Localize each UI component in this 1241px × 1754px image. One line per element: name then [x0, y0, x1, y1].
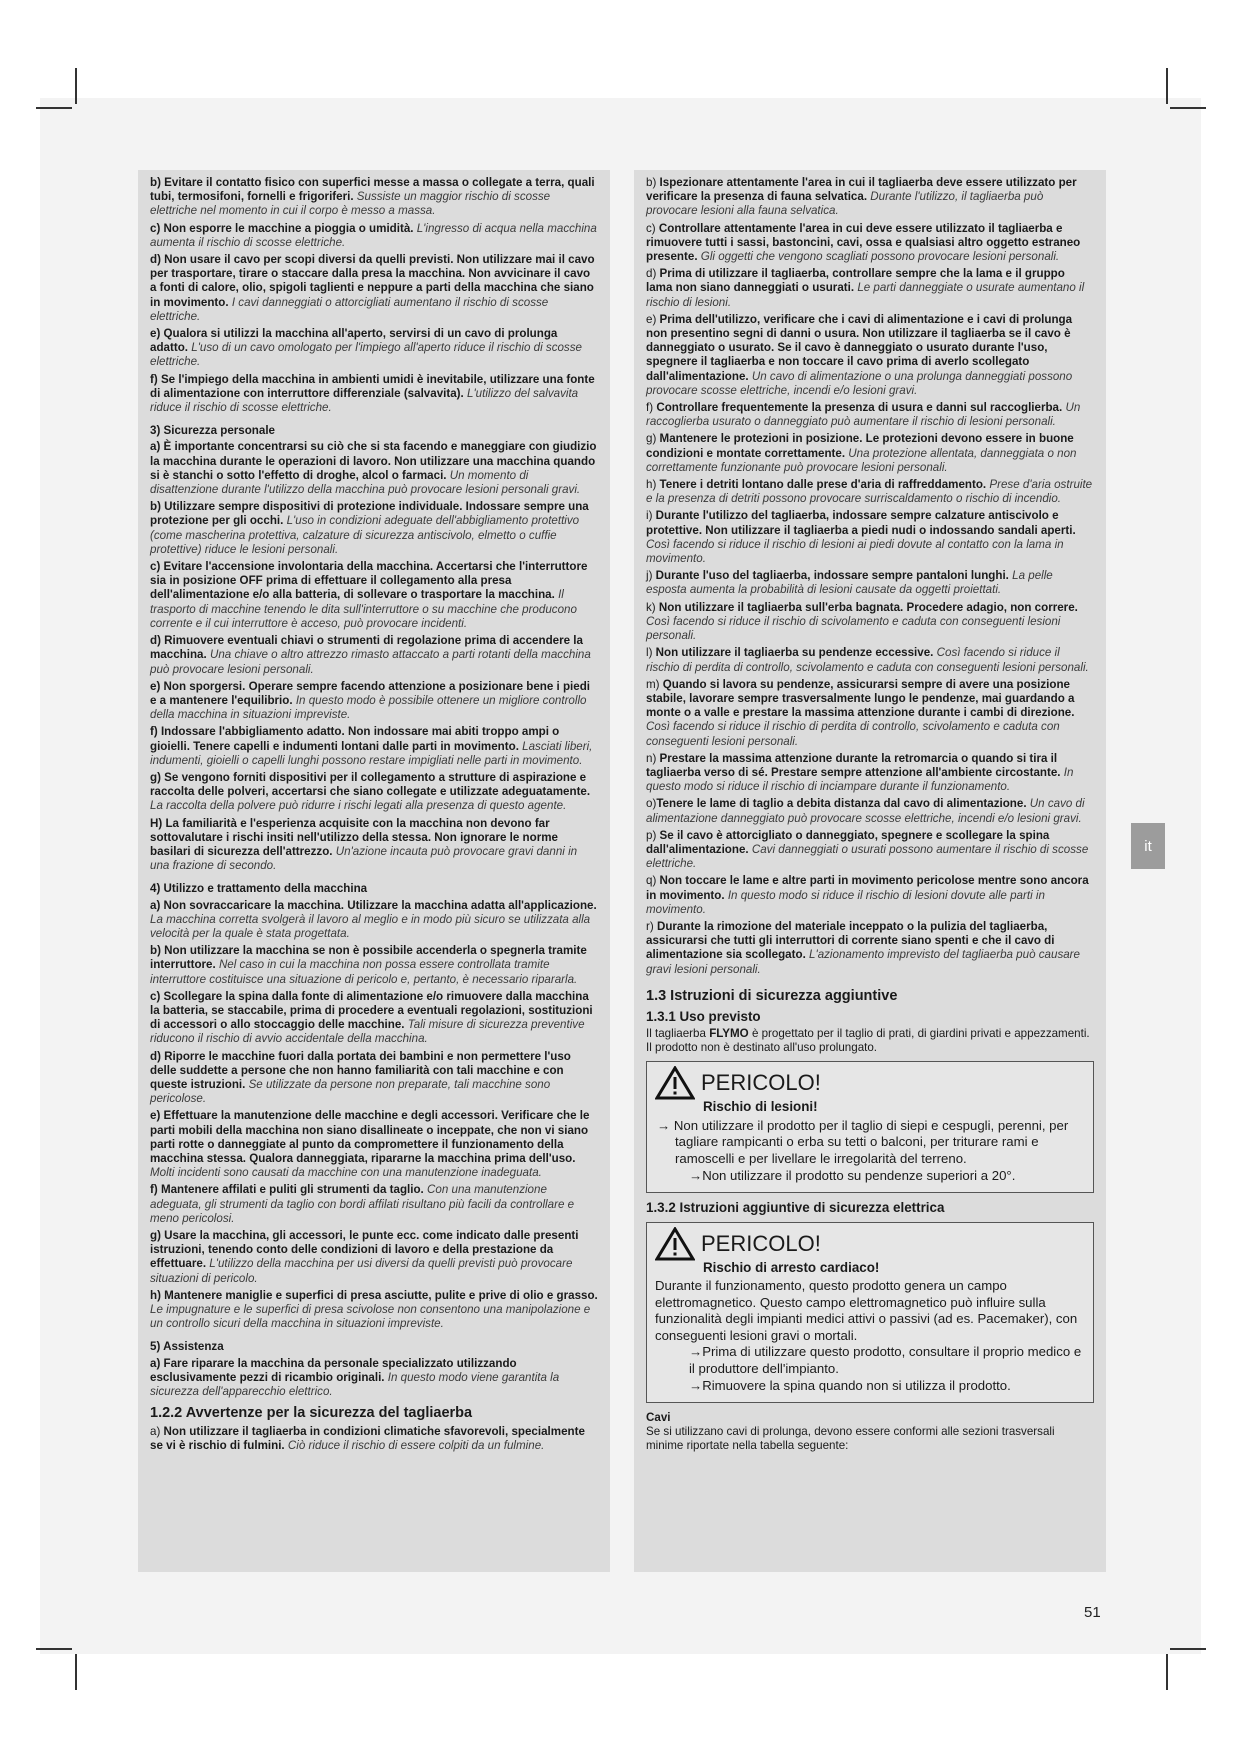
list-item: q) Non toccare le lame e altre parti in movimento pericolose mentre sono ancora in movimento. In questo modo si riduce il rischio di lesioni dovute alle parti in movimento.: [646, 874, 1089, 916]
danger-sub-bullet: →Prima di utilizzare questo prodotto, consultare il proprio medico e il produttore dell'impianto.: [689, 1344, 1082, 1376]
section-heading: 3) Sicurezza personale: [150, 424, 276, 438]
arrow-icon: →: [689, 1344, 703, 1360]
danger-sub-bullet: →Rimuovere la spina quando non si utilizza il prodotto.: [689, 1378, 1011, 1394]
list-item: e) Prima dell'utilizzo, verificare che i cavi di alimentazione e i cavi di prolunga non presentino segni di danni o usura. Non utilizzare il tagliaerba se il cavo è danneggiato o usurato. Se il cavo è danneggiato o usurato durante l'uso, spegnere il tagliaerba e non toccare il cavo prima di averlo scollegato dall'alimentazione. Un cavo di alimentazione o una prolunga danneggiati possono provocare scosse elettriche, incendi e/o lesioni gravi.: [646, 312, 1073, 397]
section-heading: 5) Assistenza: [150, 1340, 224, 1354]
list-item: f) Se l'impiego della macchina in ambienti umidi è inevitabile, utilizzare una fonte di alimentazione con interruttore differenziale (salvavita). L'utilizzo del salvavita riduce il rischio di scosse elettriche.: [150, 372, 595, 415]
list-item: d) Riporre le macchine fuori dalla portata dei bambini e non permettere l'uso delle suddette a persone che non hanno familiarità con tali macchine e con queste istruzioni. Se utilizzate da persone non preparate, tali macchine sono pericolose.: [150, 1049, 571, 1106]
list-item: b) Ispezionare attentamente l'area in cui il tagliaerba deve essere utilizzato per verificare la presenza di fauna selvatica. Durante l'utilizzo, il tagliaerba può provocare lesioni alla fauna selvatica.: [646, 176, 1077, 218]
section-heading: 4) Utilizzo e trattamento della macchina: [150, 882, 368, 896]
list-item: j) Durante l'uso del tagliaerba, indossare sempre pantaloni lunghi. La pelle esposta aumenta la probabilità di lesioni causate da oggetti proiettati.: [646, 569, 1053, 597]
arrow-icon: →: [657, 1117, 671, 1133]
danger-box-cardiac: [646, 1222, 1094, 1403]
list-item: l) Non utilizzare il tagliaerba su pendenze eccessive. Così facendo si riduce il rischio di perdita di controllo, scivolamento e caduta con conseguenti lesioni personali.: [646, 646, 1089, 674]
list-item: r) Durante la rimozione del materiale inceppato o la pulizia del tagliaerba, assicurarsi che tutti gli interruttori di corrente siano spenti e che il cavo di alimentazione sia scollegato. L'azionamento imprevisto del tagliaerba può causare gravi lesioni personali.: [646, 919, 1080, 976]
list-item: p) Se il cavo è attorcigliato o danneggiato, spegnere e scollegare la spina dall'alimentazione. Cavi danneggiati o usurati possono aumentare il rischio di scosse elettriche.: [646, 828, 1089, 871]
danger-subtitle: Rischio di lesioni!: [703, 1099, 818, 1115]
list-item: a) Non sovraccaricare la macchina. Utilizzare la macchina adatta all'applicazione. La macchina corretta svolgerà il lavoro al meglio e in modo più sicuro se utilizzata alla velocità per la quale è stata progettata.: [150, 898, 597, 940]
crop-mark: [1170, 107, 1206, 109]
list-item: c) Controllare attentamente l'area in cui deve essere utilizzato il tagliaerba e rimuovere tutti i sassi, bastoncini, cavi, ossa e qualsiasi altro oggetto estraneo presente. Gli oggetti che vengono scagliati possono provocare lesioni personali.: [646, 221, 1081, 264]
list-item: d) Prima di utilizzare il tagliaerba, controllare sempre che la lama e il gruppo lama non siano danneggiati o usurati. Le parti danneggiate o usurate aumentano il rischio di lesioni.: [646, 267, 1085, 309]
list-item: e) Effettuare la manutenzione delle macchine e degli accessori. Verificare che le parti mobili della macchina non siano disallineate o inceppate, che non vi siano parti rotte o danneggiate al punto da compromettere il funzionamento della macchina stessa. Qualora danneggiata, ripararne la macchina prima dell'uso. Molti incidenti sono causati da macchine con una manutenzione inadeguata.: [150, 1109, 590, 1180]
list-item: d) Rimuovere eventuali chiavi o strumenti di regolazione prima di accendere la macchina. Una chiave o altro attrezzo rimasto attaccato a parti rotanti della macchina può provocare lesioni personali.: [150, 634, 591, 676]
crop-mark: [1170, 1648, 1206, 1650]
danger-bullet: → Non utilizzare il prodotto per il taglio di siepi e cespugli, perenni, per tagliare rampicanti o erba su tetti o balconi, per triturare rami e ramoscelli e per livellare le irregolarità del terreno.: [657, 1117, 1069, 1166]
list-item: H) La familiarità e l'esperienza acquisite con la macchina non devono far sottovalutare i rischi insiti nell'utilizzo della stessa. Non ignorare le norme basilari di sicurezza dell'attrezzo. Un'azione incauta può provocare gravi danni in una frazione di secondo.: [150, 816, 578, 873]
danger-header: [655, 1227, 1085, 1261]
warning-triangle-icon: [655, 1066, 695, 1100]
danger-title: PERICOLO!: [701, 1070, 821, 1096]
warning-triangle-icon: [655, 1227, 695, 1261]
list-item: g) Usare la macchina, gli accessori, le punte ecc. come indicato dalle presenti istruzioni, tenendo conto delle condizioni di lavoro e della prestazione da effettuare. L'utilizzo della macchina per usi diversi da quelli previsti può provocare situazioni di pericolo.: [150, 1229, 579, 1285]
section-title: 1.3 Istruzioni di sicurezza aggiuntive: [646, 987, 898, 1004]
list-item: a) Non utilizzare il tagliaerba in condizioni climatiche sfavorevoli, specialmente se vi è rischio di fulmini. Ciò riduce il rischio di essere colpiti da un fulmine.: [150, 1425, 585, 1453]
crop-mark: [1166, 68, 1168, 104]
list-item: d) Non usare il cavo per scopi diversi da quelli previsti. Non utilizzare mai il cavo per trasportare, tirare o staccare dalla presa la macchina. Non avvicinare il cavo a fonti di calore, olio, spigoli taglienti e neppure a parti della macchina che siano in movimento. I cavi danneggiati o attorcigliati aumentano il rischio di scosse elettriche.: [150, 253, 595, 323]
list-item: a) È importante concentrarsi su ciò che si sta facendo e maneggiare con giudizio la macchina durante le operazioni di lavoro. Non utilizzare una macchina quando si è stanchi o sotto l'effetto di droghe, alcol o farmaci. Un momento di disattenzione durante l'utilizzo della macchina può provocare lesioni personali gravi.: [150, 440, 597, 497]
list-item: b) Non utilizzare la macchina se non è possibile accenderla o spegnerla tramite interruttore. Nel caso in cui la macchina non possa essere controllata tramite interruttore costituisce una situazione di pericolo e, pertanto, è necessario ripararla.: [150, 944, 587, 986]
intended-use-text: Il tagliaerba FLYMO è progettato per il taglio di prati, di giardini privati e appezzamenti. Il prodotto non è destinato all'uso prolungato.: [646, 1026, 1090, 1054]
subsection-title: 1.3.2 Istruzioni aggiuntive di sicurezza elettrica: [646, 1199, 945, 1215]
danger-title: PERICOLO!: [701, 1230, 821, 1256]
danger-subtitle: Rischio di arresto cardiaco!: [703, 1259, 880, 1275]
list-item: k) Non utilizzare il tagliaerba sull'erba bagnata. Procedere adagio, non correre. Così facendo si riduce il rischio di scivolamento e caduta con conseguenti lesioni personali.: [646, 600, 1078, 643]
list-item: i) Durante l'utilizzo del tagliaerba, indossare sempre calzature antiscivolo e protettive. Non utilizzare il tagliaerba a piedi nudi o indossando sandali aperti. Così facendo si riduce il rischio di lesioni ai piedi dovute al contatto con la lama in movimento.: [646, 509, 1076, 566]
list-item: c) Scollegare la spina dalla fonte di alimentazione e/o rimuovere dalla macchina la batteria, se staccabile, prima di procedere a eventuali regolazioni, sostituzioni di accessori o allo stoccaggio delle macchine. Tali misure di sicurezza preventive riducono il rischio di avvio accidentale della macchina.: [150, 989, 593, 1046]
list-item: e) Non sporgersi. Operare sempre facendo attenzione a posizionare bene i piedi e a mantenere l'equilibrio. In questo modo è possibile ottenere un migliore controllo della macchina in situazioni impreviste.: [150, 679, 591, 722]
cables-title: Cavi: [646, 1410, 671, 1424]
arrow-icon: →: [689, 1378, 703, 1394]
danger-text: Durante il funzionamento, questo prodotto genera un campo elettromagnetico. Questo campo elettromagnetico può influire sulla funzionalità degli impianti medici attivi o passivi (ad es. Pacemaker), con conseguenti lesioni gravi o mortali.: [655, 1278, 1078, 1343]
crop-mark: [36, 107, 72, 109]
list-item: h) Tenere i detriti lontano dalle prese d'aria di raffreddamento. Prese d'aria ostruite e la presenza di detriti possono provocare surriscaldamento o rischio di incendio.: [646, 478, 1093, 506]
list-item: o)Tenere le lame di taglio a debita distanza dal cavo di alimentazione. Un cavo di alimentazione danneggiato può provocare scosse elettriche, incendi e/o lesioni gravi.: [646, 797, 1085, 825]
list-item: e) Qualora si utilizzi la macchina all'aperto, servirsi di un cavo di prolunga adatto. L'uso di un cavo omologato per l'impiego all'aperto riduce il rischio di scosse elettriche.: [150, 327, 582, 369]
list-item: g) Se vengono forniti dispositivi per il collegamento a strutture di aspirazione e raccolta delle polveri, accertarsi che siano collegate e utilizzate adeguatamente. La raccolta della polvere può ridurre i rischi legati alla presenza di questo agente.: [150, 770, 591, 813]
danger-box-injury: [646, 1061, 1094, 1193]
page-number: 51: [1084, 1604, 1101, 1621]
section-electric-safety: [150, 176, 598, 415]
list-item: m) Quando si lavora su pendenze, assicurarsi sempre di avere una posizione stabile, lavorare sempre trasversalmente lungo le pendenze, mai guardando a monte o a valle e prestare la massima attenzione durante i cambi di direzione. Così facendo si riduce il rischio di perdita di controllo, scivolamento e caduta con conseguenti lesioni personali.: [646, 677, 1075, 748]
list-item: h) Mantenere maniglie e superfici di presa asciutte, pulite e prive di olio e grasso. Le impugnature e le superfici di presa scivolose non consentono una manipolazione e un controllo sicuri della macchina in situazioni impreviste.: [150, 1288, 598, 1331]
list-item: a) Fare riparare la macchina da personale specializzato utilizzando esclusivamente pezzi di ricambio originali. In questo modo viene garantita la sicurezza dell'apparecchio elettrico.: [150, 1356, 560, 1399]
cables-text: Se si utilizzano cavi di prolunga, devono essere conformi alle sezioni trasversali minime riportate nella tabella seguente:: [646, 1424, 1055, 1453]
list-item: b) Evitare il contatto fisico con superfici messe a massa o collegate a terra, quali tubi, termosifoni, fornelli e frigoriferi. Sussiste un maggior rischio di scosse elettriche nel momento in cui il corpo è messo a massa.: [150, 176, 595, 218]
arrow-icon: →: [689, 1168, 703, 1184]
crop-mark: [75, 1654, 77, 1690]
list-item: f) Indossare l'abbigliamento adatto. Non indossare mai abiti troppo ampi o gioielli. Tenere capelli e indumenti lontani dalle parti in movimento. Lasciati liberi, indumenti, gioielli o capelli lunghi possono restare impigliati nelle parti in movimento.: [150, 725, 593, 767]
section-title: 1.2.2 Avvertenze per la sicurezza del tagliaerba: [150, 1405, 473, 1422]
subsection-title: 1.3.1 Uso previsto: [646, 1008, 761, 1024]
crop-mark: [75, 68, 77, 104]
crop-mark: [1166, 1654, 1168, 1690]
right-column: [634, 170, 1106, 1572]
list-item: n) Prestare la massima attenzione durante la retromarcia o quando si tira il tagliaerba verso di sé. Prestare sempre attenzione all'ambiente circostante. In questo modo si riduce il rischio di inciampare durante il funzionamento.: [646, 751, 1074, 794]
list-item: g) Mantenere le protezioni in posizione. Le protezioni devono essere in buone condizioni e montate correttamente. Una protezione allentata, danneggiata o non correttamente funzionante può provocare lesioni personali.: [646, 432, 1077, 474]
danger-header: [655, 1066, 1085, 1100]
language-tab: it: [1131, 823, 1165, 869]
list-item: f) Mantenere affilati e puliti gli strumenti da taglio. Con una manutenzione adeguata, gli strumenti da taglio con bordi affilati risultano più facili da controllare e meno pericolosi.: [150, 1183, 575, 1225]
left-column: [138, 170, 610, 1572]
list-item: c) Evitare l'accensione involontaria della macchina. Accertarsi che l'interruttore sia in posizione OFF prima di effettuare il collegamento alla presa dell'alimentazione e/o alla batteria, di sollevare o trasportare la macchina. Il trasporto di macchine tenendo le dita sull'interruttore o su macchine che producono corrente e il cui interruttore è acceso, può provocare incidenti.: [150, 560, 588, 630]
list-item: f) Controllare frequentemente la presenza di usura e danni sul raccoglierba. Un raccoglierba usurato o danneggiato può aumentare il rischio di lesioni personali.: [646, 401, 1081, 429]
crop-mark: [36, 1648, 72, 1650]
danger-sub-bullet: →Non utilizzare il prodotto su pendenze superiori a 20°.: [689, 1168, 1016, 1184]
list-item: c) Non esporre le macchine a pioggia o umidità. L'ingresso di acqua nella macchina aumenta il rischio di scosse elettriche.: [150, 221, 597, 249]
list-item: b) Utilizzare sempre dispositivi di protezione individuale. Indossare sempre una protezione per gli occhi. L'uso in condizioni adeguate dell'abbigliamento protettivo (come mascherina protettiva, calzature di sicurezza antiscivolo, elmetto o cuffie protettive) riduce le lesioni personali.: [150, 500, 589, 556]
